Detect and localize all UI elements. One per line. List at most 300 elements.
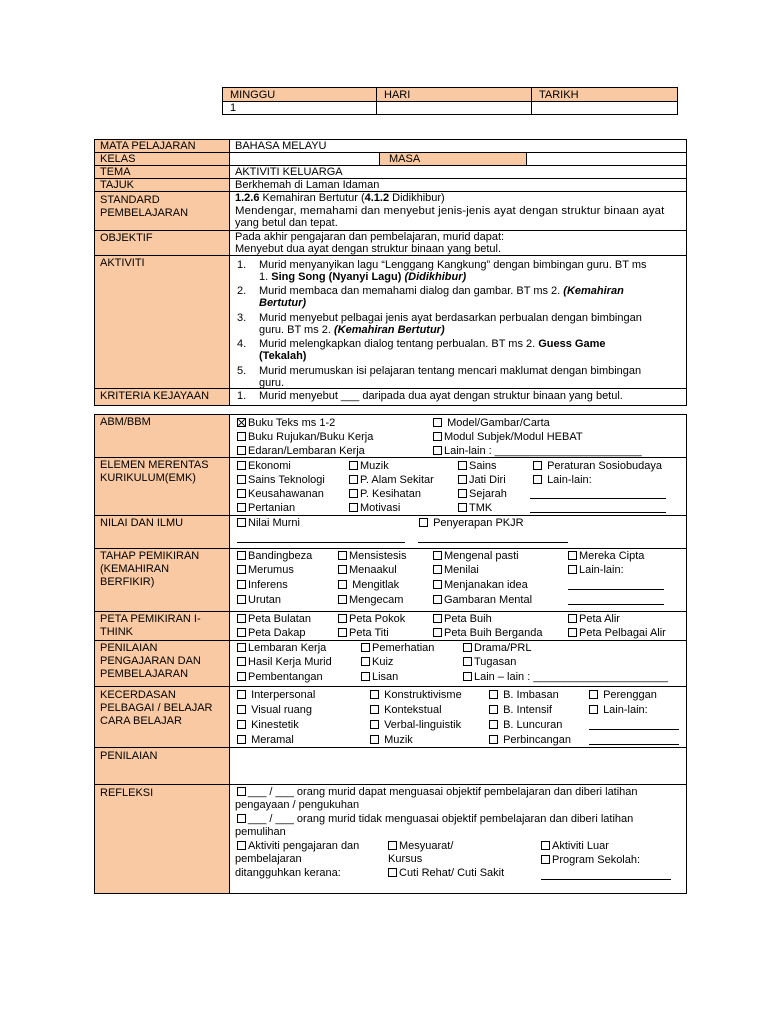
masa-value <box>527 153 537 155</box>
emk-option-label: Lain-lain: <box>547 474 592 486</box>
nilai-option[interactable] <box>237 517 300 530</box>
checkbox-icon[interactable] <box>433 551 442 560</box>
checkbox-icon[interactable] <box>338 580 347 589</box>
kecerdasan-option[interactable] <box>370 689 462 702</box>
hari-header <box>376 87 532 102</box>
label-text: PENILAIAN PENGAJARAN DAN PEMBELAJARAN <box>100 642 201 681</box>
emk-option[interactable] <box>458 488 507 501</box>
checkbox-icon[interactable] <box>433 614 442 623</box>
peta-option-label: Peta Bulatan <box>248 613 311 625</box>
peta-option-label: Peta Titi <box>349 627 389 639</box>
label-tajuk <box>94 178 230 192</box>
refleksi-text: pengayaan / pengukuhan <box>235 799 360 811</box>
label-refleksi <box>94 784 230 894</box>
nilai-blank-line[interactable] <box>418 542 568 543</box>
tahap-option-label: Menjanakan idea <box>444 579 528 591</box>
kecerdasan-option-label: Visual ruang <box>251 704 313 716</box>
checkbox-icon[interactable] <box>541 855 550 864</box>
emk-option[interactable] <box>533 460 662 473</box>
tema-value: AKTIVITI KELUARGA <box>235 166 343 178</box>
kecerdasan-blank-line[interactable] <box>589 744 679 745</box>
checkbox-icon[interactable] <box>237 565 246 574</box>
penilaian-option[interactable] <box>463 671 668 684</box>
aktiviti-5-line-2: guru. <box>259 377 285 389</box>
aktiviti-1-part-b: Sing Song (Nyanyi Lagu) <box>271 271 405 283</box>
abm-option-label: Buku Rujukan/Buku Kerja <box>248 431 374 443</box>
refleksi-text: pembelajaran <box>235 853 302 865</box>
emk-option[interactable] <box>458 474 506 487</box>
penilaian-option[interactable] <box>463 656 516 669</box>
label-kriteria <box>94 388 230 406</box>
checkbox-checked-icon[interactable] <box>237 418 246 427</box>
penilaian-option[interactable] <box>361 656 393 669</box>
label-text: REFLEKSI <box>100 787 154 799</box>
label-text: TEMA <box>100 166 131 178</box>
checkbox-icon[interactable] <box>237 657 246 666</box>
penilaian-option[interactable] <box>237 671 323 684</box>
kecerdasan-option[interactable] <box>237 719 299 732</box>
checkbox-icon[interactable] <box>237 628 246 637</box>
tahap-option-label: Mengitlak <box>352 579 400 591</box>
tahap-option[interactable] <box>568 564 624 577</box>
emk-option[interactable] <box>237 488 324 501</box>
label-text: MASA <box>389 153 421 165</box>
checkbox-icon[interactable] <box>388 868 397 877</box>
checkbox-icon[interactable] <box>338 565 347 574</box>
aktiviti-3-part-b: (Kemahiran Bertutur) <box>334 324 445 336</box>
checkbox-icon[interactable] <box>237 814 246 823</box>
label-text: OBJEKTIF <box>100 232 153 244</box>
checkbox-icon[interactable] <box>541 841 550 850</box>
abm-option-label: Model/Gambar/Carta <box>447 417 550 429</box>
tahap-option-label: Mengenal pasti <box>444 550 519 562</box>
checkbox-icon[interactable] <box>489 720 498 729</box>
checkbox-icon[interactable] <box>463 657 472 666</box>
tahap-option[interactable] <box>338 564 397 577</box>
tahap-option[interactable] <box>237 594 281 607</box>
label-kecerdasan <box>94 686 230 748</box>
aktiviti-4-part-b: Guess Game <box>538 338 606 350</box>
value-kecerdasan <box>229 686 687 748</box>
label-text: AKTIVITI <box>100 257 145 269</box>
checkbox-icon[interactable] <box>361 643 370 652</box>
tahap-option-label: Gambaran Mental <box>444 594 533 606</box>
tahap-option-label: Mereka Cipta <box>579 550 645 562</box>
checkbox-icon[interactable] <box>349 461 358 470</box>
peta-option[interactable] <box>568 613 620 626</box>
standard-code-2: 4.1.2 <box>364 192 390 204</box>
penilaian-option-label: Hasil Kerja Murid <box>248 656 332 668</box>
checkbox-icon[interactable] <box>237 720 246 729</box>
checkbox-icon[interactable] <box>237 672 246 681</box>
checkbox-icon[interactable] <box>338 595 347 604</box>
checkbox-icon[interactable] <box>237 841 246 850</box>
value-aktiviti <box>229 255 687 389</box>
checkbox-icon[interactable] <box>237 446 246 455</box>
kecerdasan-option-label: Kontekstual <box>384 704 442 716</box>
aktiviti-num: 1. <box>237 259 247 271</box>
label-text: KRITERIA KEJAYAAN <box>100 390 210 402</box>
value-emk <box>229 457 687 516</box>
hari-value <box>377 102 387 104</box>
abm-option[interactable] <box>433 417 550 430</box>
checkbox-icon[interactable] <box>237 580 246 589</box>
tahap-option[interactable] <box>237 564 294 577</box>
peta-option[interactable] <box>237 627 305 640</box>
tahap-option[interactable] <box>568 550 644 563</box>
checkbox-icon[interactable] <box>237 489 246 498</box>
aktiviti-num: 2. <box>237 285 247 297</box>
mata-pelajaran-value: BAHASA MELAYU <box>235 140 327 152</box>
label-aktiviti <box>94 255 230 389</box>
refleksi-option-6[interactable] <box>541 840 609 853</box>
kecerdasan-option-label: Meramal <box>251 734 294 746</box>
checkbox-icon[interactable] <box>237 595 246 604</box>
aktiviti-1-part-c: (Didikhibur) <box>404 271 467 283</box>
aktiviti-2-part-c: Bertutur) <box>259 297 307 309</box>
checkbox-icon[interactable] <box>419 518 428 527</box>
checkbox-icon[interactable] <box>338 551 347 560</box>
refleksi-option-3[interactable] <box>237 840 359 853</box>
checkbox-icon[interactable] <box>370 705 379 714</box>
checkbox-icon[interactable] <box>568 614 577 623</box>
checkbox-icon[interactable] <box>237 551 246 560</box>
checkbox-icon[interactable] <box>568 628 577 637</box>
objektif-line-2: Menyebut dua ayat dengan struktur binaan yang betul. <box>235 243 502 255</box>
emk-option-label: Jati Diri <box>469 474 506 486</box>
checkbox-icon[interactable] <box>349 489 358 498</box>
checkbox-icon[interactable] <box>237 735 246 744</box>
kecerdasan-option[interactable] <box>370 704 442 717</box>
refleksi-blank-line[interactable] <box>541 879 671 880</box>
penilaian-option-label: Kuiz <box>372 656 394 668</box>
value-peta <box>229 611 687 641</box>
label-standard <box>94 191 230 231</box>
kecerdasan-option-label: Konstruktivisme <box>384 689 462 701</box>
checkbox-icon[interactable] <box>349 503 358 512</box>
checkbox-icon[interactable] <box>463 672 472 681</box>
penilaian-option[interactable] <box>463 642 531 655</box>
emk-option[interactable] <box>349 474 434 487</box>
checkbox-icon[interactable] <box>489 735 498 744</box>
emk-option-label: Sains <box>469 460 497 472</box>
tahap-option-label: Mengecam <box>349 594 404 606</box>
hari-label: HARI <box>384 89 411 101</box>
tahap-option[interactable] <box>237 579 288 592</box>
peta-option-label: Peta Buih <box>444 613 492 625</box>
emk-option[interactable] <box>349 502 400 515</box>
checkbox-icon[interactable] <box>533 461 542 470</box>
checkbox-icon[interactable] <box>458 475 467 484</box>
kecerdasan-option-label: Perenggan <box>603 689 657 701</box>
refleksi-text: Mesyuarat/ <box>399 840 454 852</box>
abm-option[interactable] <box>433 431 583 444</box>
label-masa <box>379 152 527 166</box>
value-mata-pelajaran <box>229 139 687 153</box>
aktiviti-3-part-a: guru. BT ms 2. <box>259 324 334 336</box>
checkbox-icon[interactable] <box>458 503 467 512</box>
aktiviti-2-line-1 <box>259 285 624 298</box>
kecerdasan-option[interactable] <box>489 689 559 702</box>
checkbox-icon[interactable] <box>361 657 370 666</box>
abm-option[interactable] <box>237 417 335 430</box>
value-kelas[interactable] <box>229 152 380 166</box>
nilai-blank-line[interactable] <box>237 542 405 543</box>
checkbox-icon[interactable] <box>489 690 498 699</box>
tahap-blank-line[interactable] <box>568 589 664 590</box>
penilaian-option-label: Lisan <box>372 671 399 683</box>
tahap-option[interactable] <box>433 579 528 592</box>
tahap-option-label: Mensistesis <box>349 550 407 562</box>
emk-option[interactable] <box>237 460 291 473</box>
kecerdasan-blank-line[interactable] <box>589 729 679 730</box>
tarikh-header <box>531 87 678 102</box>
tahap-option-label: Urutan <box>248 594 282 606</box>
emk-option[interactable] <box>349 460 389 473</box>
tahap-option[interactable] <box>338 550 406 563</box>
label-text: STANDARD PEMBELAJARAN <box>100 194 189 219</box>
label-tahap <box>94 548 230 612</box>
kecerdasan-option-label: B. Intensif <box>503 704 552 716</box>
checkbox-icon[interactable] <box>458 461 467 470</box>
nilai-option[interactable] <box>419 517 524 530</box>
checkbox-icon[interactable] <box>338 614 347 623</box>
label-text: KELAS <box>100 153 136 165</box>
label-text: MATA PELAJARAN <box>100 140 196 152</box>
peta-option[interactable] <box>338 627 389 640</box>
checkbox-icon[interactable] <box>361 672 370 681</box>
emk-option-label: Sejarah <box>469 488 507 500</box>
label-text: TAJUK <box>100 179 135 191</box>
aktiviti-1-line-2 <box>259 271 466 284</box>
value-tahap <box>229 548 687 612</box>
checkbox-icon[interactable] <box>433 580 442 589</box>
checkbox-icon[interactable] <box>388 841 397 850</box>
standard-desc: Mendengar, memahami dan menyebut jenis-jenis ayat dengan struktur binaan ayat <box>235 205 665 217</box>
label-mata-pelajaran <box>94 139 230 153</box>
kecerdasan-option[interactable] <box>589 689 657 702</box>
checkbox-icon[interactable] <box>237 787 246 796</box>
refleksi-text: ___ / ___ orang murid tidak menguasai objektif pembelajaran dan diberi latihan <box>248 813 634 825</box>
penilaian-option[interactable] <box>361 642 434 655</box>
checkbox-icon[interactable] <box>533 475 542 484</box>
emk-option-label: Motivasi <box>360 502 401 514</box>
kecerdasan-option-label: Kinestetik <box>251 719 299 731</box>
tahap-option[interactable] <box>338 579 399 592</box>
checkbox-icon[interactable] <box>237 475 246 484</box>
emk-blank-line[interactable] <box>530 512 666 513</box>
refleksi-text: Aktiviti Luar <box>552 840 609 852</box>
refleksi-option-2[interactable] <box>237 813 633 826</box>
refleksi-text: Aktiviti pengajaran dan <box>248 840 360 852</box>
emk-blank-line[interactable] <box>530 498 666 499</box>
peta-option[interactable] <box>433 613 492 626</box>
checkbox-icon[interactable] <box>370 720 379 729</box>
peta-option[interactable] <box>338 613 405 626</box>
value-tajuk <box>229 178 687 192</box>
penilaian-option[interactable] <box>237 656 332 669</box>
label-text: TAHAP PEMIKIRAN (KEMAHIRAN BERFIKIR) <box>100 550 200 589</box>
checkbox-icon[interactable] <box>237 432 246 441</box>
label-nilai <box>94 515 230 549</box>
tahap-option-label: Bandingbeza <box>248 550 313 562</box>
kecerdasan-option[interactable] <box>370 734 413 747</box>
checkbox-icon[interactable] <box>458 489 467 498</box>
aktiviti-1-line-1: Murid menyanyikan lagu “Lenggang Kangkung” dengan bimbingan guru. BT ms <box>259 259 647 271</box>
refleksi-option-4[interactable] <box>388 840 453 853</box>
refleksi-option-5[interactable] <box>388 867 504 880</box>
penilaian-option-label: Pembentangan <box>248 671 323 683</box>
checkbox-icon[interactable] <box>568 565 577 574</box>
checkbox-icon[interactable] <box>338 628 347 637</box>
aktiviti-num: 5. <box>237 365 247 377</box>
emk-option-label: Muzik <box>360 460 389 472</box>
value-penilaian[interactable] <box>229 747 687 785</box>
value-masa[interactable] <box>526 152 687 166</box>
emk-option-label: P. Kesihatan <box>360 488 421 500</box>
tahap-option-label: Menaakul <box>349 564 397 576</box>
tahap-option[interactable] <box>433 564 479 577</box>
tahap-option[interactable] <box>237 550 312 563</box>
emk-option-label: Keusahawanan <box>248 488 324 500</box>
refleksi-text: Kursus <box>388 853 423 865</box>
emk-option[interactable] <box>533 474 592 487</box>
refleksi-option-7[interactable] <box>541 854 640 867</box>
penilaian-option[interactable] <box>361 671 398 684</box>
aktiviti-4-part-c: (Tekalah) <box>259 350 307 362</box>
tahap-option[interactable] <box>433 594 532 607</box>
kecerdasan-option[interactable] <box>237 734 294 747</box>
tarikh-value-cell[interactable] <box>531 101 678 115</box>
tahap-blank-line[interactable] <box>568 604 664 605</box>
checkbox-icon[interactable] <box>433 418 442 427</box>
aktiviti-5-line-1: Murid merumuskan isi pelajaran tentang mencari maklumat dengan bimbingan <box>259 365 642 377</box>
checkbox-icon[interactable] <box>237 705 246 714</box>
penilaian-option-label: Pemerhatian <box>372 642 435 654</box>
aktiviti-2-part-b: (Kemahiran <box>563 285 624 297</box>
kecerdasan-option[interactable] <box>237 689 315 702</box>
peta-option[interactable] <box>433 627 542 640</box>
abm-option-label: Edaran/Lembaran Kerja <box>248 445 365 457</box>
label-emk <box>94 457 230 516</box>
standard-line-1 <box>235 192 445 205</box>
tahap-option[interactable] <box>338 594 403 607</box>
peta-option[interactable] <box>568 627 666 640</box>
value-penilaian-pp <box>229 640 687 687</box>
checkbox-icon[interactable] <box>433 446 442 455</box>
objektif-line-1: Pada akhir pengajaran dan pembelajaran, murid dapat: <box>235 231 505 243</box>
peta-option[interactable] <box>237 613 311 626</box>
checkbox-icon[interactable] <box>237 518 246 527</box>
refleksi-text: Program Sekolah: <box>552 854 641 866</box>
kecerdasan-option[interactable] <box>370 719 461 732</box>
tahap-option-label: Menilai <box>444 564 479 576</box>
kecerdasan-option-label: B. Luncuran <box>503 719 563 731</box>
label-abm <box>94 414 230 458</box>
kecerdasan-option[interactable] <box>489 719 562 732</box>
tahap-option-label: Merumus <box>248 564 294 576</box>
minggu-label: MINGGU <box>230 89 276 101</box>
checkbox-icon[interactable] <box>237 503 246 512</box>
value-nilai <box>229 515 687 549</box>
refleksi-text: ditangguhkan kerana: <box>235 867 341 879</box>
peta-option-label: Peta Buih Berganda <box>444 627 543 639</box>
value-standard <box>229 191 687 231</box>
emk-option-label: Sains Teknologi <box>248 474 325 486</box>
checkbox-icon[interactable] <box>237 643 246 652</box>
abm-option-label: Buku Teks ms 1-2 <box>248 417 336 429</box>
standard-code-1: 1.2.6 <box>235 192 260 204</box>
checkbox-icon[interactable] <box>237 461 246 470</box>
kecerdasan-option[interactable] <box>589 704 648 717</box>
checkbox-icon[interactable] <box>568 551 577 560</box>
kecerdasan-option[interactable] <box>489 734 571 747</box>
kecerdasan-option-label: Lain-lain: <box>603 704 648 716</box>
tahap-option[interactable] <box>433 550 519 563</box>
standard-text-2: Didikhibur) <box>389 192 445 204</box>
emk-option-label: P. Alam Sekitar <box>360 474 434 486</box>
minggu-value-cell[interactable] <box>222 101 377 115</box>
aktiviti-4-part-a: Murid melengkapkan dialog tentang perbualan. BT ms 2. <box>259 338 539 350</box>
aktiviti-4-line-1 <box>259 338 606 351</box>
checkbox-icon[interactable] <box>489 705 498 714</box>
checkbox-icon[interactable] <box>433 628 442 637</box>
peta-option-label: Peta Alir <box>579 613 620 625</box>
checkbox-icon[interactable] <box>237 690 246 699</box>
aktiviti-2-line-2 <box>259 297 306 310</box>
checkbox-icon[interactable] <box>433 565 442 574</box>
emk-option[interactable] <box>237 474 325 487</box>
standard-desc-2: yang betul dan tepat. <box>235 217 338 229</box>
nilai-option-label: Nilai Murni <box>248 517 300 529</box>
emk-option-label: TMK <box>469 502 493 514</box>
label-text: ELEMEN MERENTAS KURIKULUM(EMK) <box>100 459 209 485</box>
emk-option-label: Peraturan Sosiobudaya <box>547 460 663 472</box>
kecerdasan-option[interactable] <box>237 704 312 717</box>
abm-option[interactable] <box>237 431 373 444</box>
tarikh-label: TARIKH <box>539 89 579 101</box>
aktiviti-3-line-2 <box>259 324 445 337</box>
value-tema <box>229 165 687 179</box>
checkbox-icon[interactable] <box>463 643 472 652</box>
nilai-option-label: Penyerapan PKJR <box>433 517 524 529</box>
emk-option[interactable] <box>237 502 295 515</box>
checkbox-icon[interactable] <box>349 475 358 484</box>
aktiviti-2-part-a: Murid membaca dan memahami dialog dan gambar. BT ms 2. <box>259 285 564 297</box>
penilaian-option[interactable] <box>237 642 326 655</box>
kelas-value <box>230 153 240 155</box>
checkbox-icon[interactable] <box>589 690 598 699</box>
emk-option[interactable] <box>458 460 497 473</box>
emk-option[interactable] <box>349 488 421 501</box>
kecerdasan-option[interactable] <box>489 704 552 717</box>
emk-option[interactable] <box>458 502 492 515</box>
hari-value-cell[interactable] <box>376 101 532 115</box>
refleksi-option-1[interactable] <box>237 786 638 799</box>
checkbox-icon[interactable] <box>370 735 379 744</box>
label-penilaian-pp <box>94 640 230 687</box>
checkbox-icon[interactable] <box>237 614 246 623</box>
checkbox-icon[interactable] <box>370 690 379 699</box>
checkbox-icon[interactable] <box>589 705 598 714</box>
value-kriteria <box>229 388 687 406</box>
checkbox-icon[interactable] <box>433 432 442 441</box>
label-text: PETA PEMIKIRAN I- THINK <box>100 613 201 639</box>
standard-text-1: Kemahiran Bertutur ( <box>259 192 365 204</box>
aktiviti-3-line-1: Murid menyebut pelbagai jenis ayat berdasarkan perbualan dengan bimbingan <box>259 312 642 324</box>
tarikh-value <box>532 102 542 104</box>
checkbox-icon[interactable] <box>433 595 442 604</box>
